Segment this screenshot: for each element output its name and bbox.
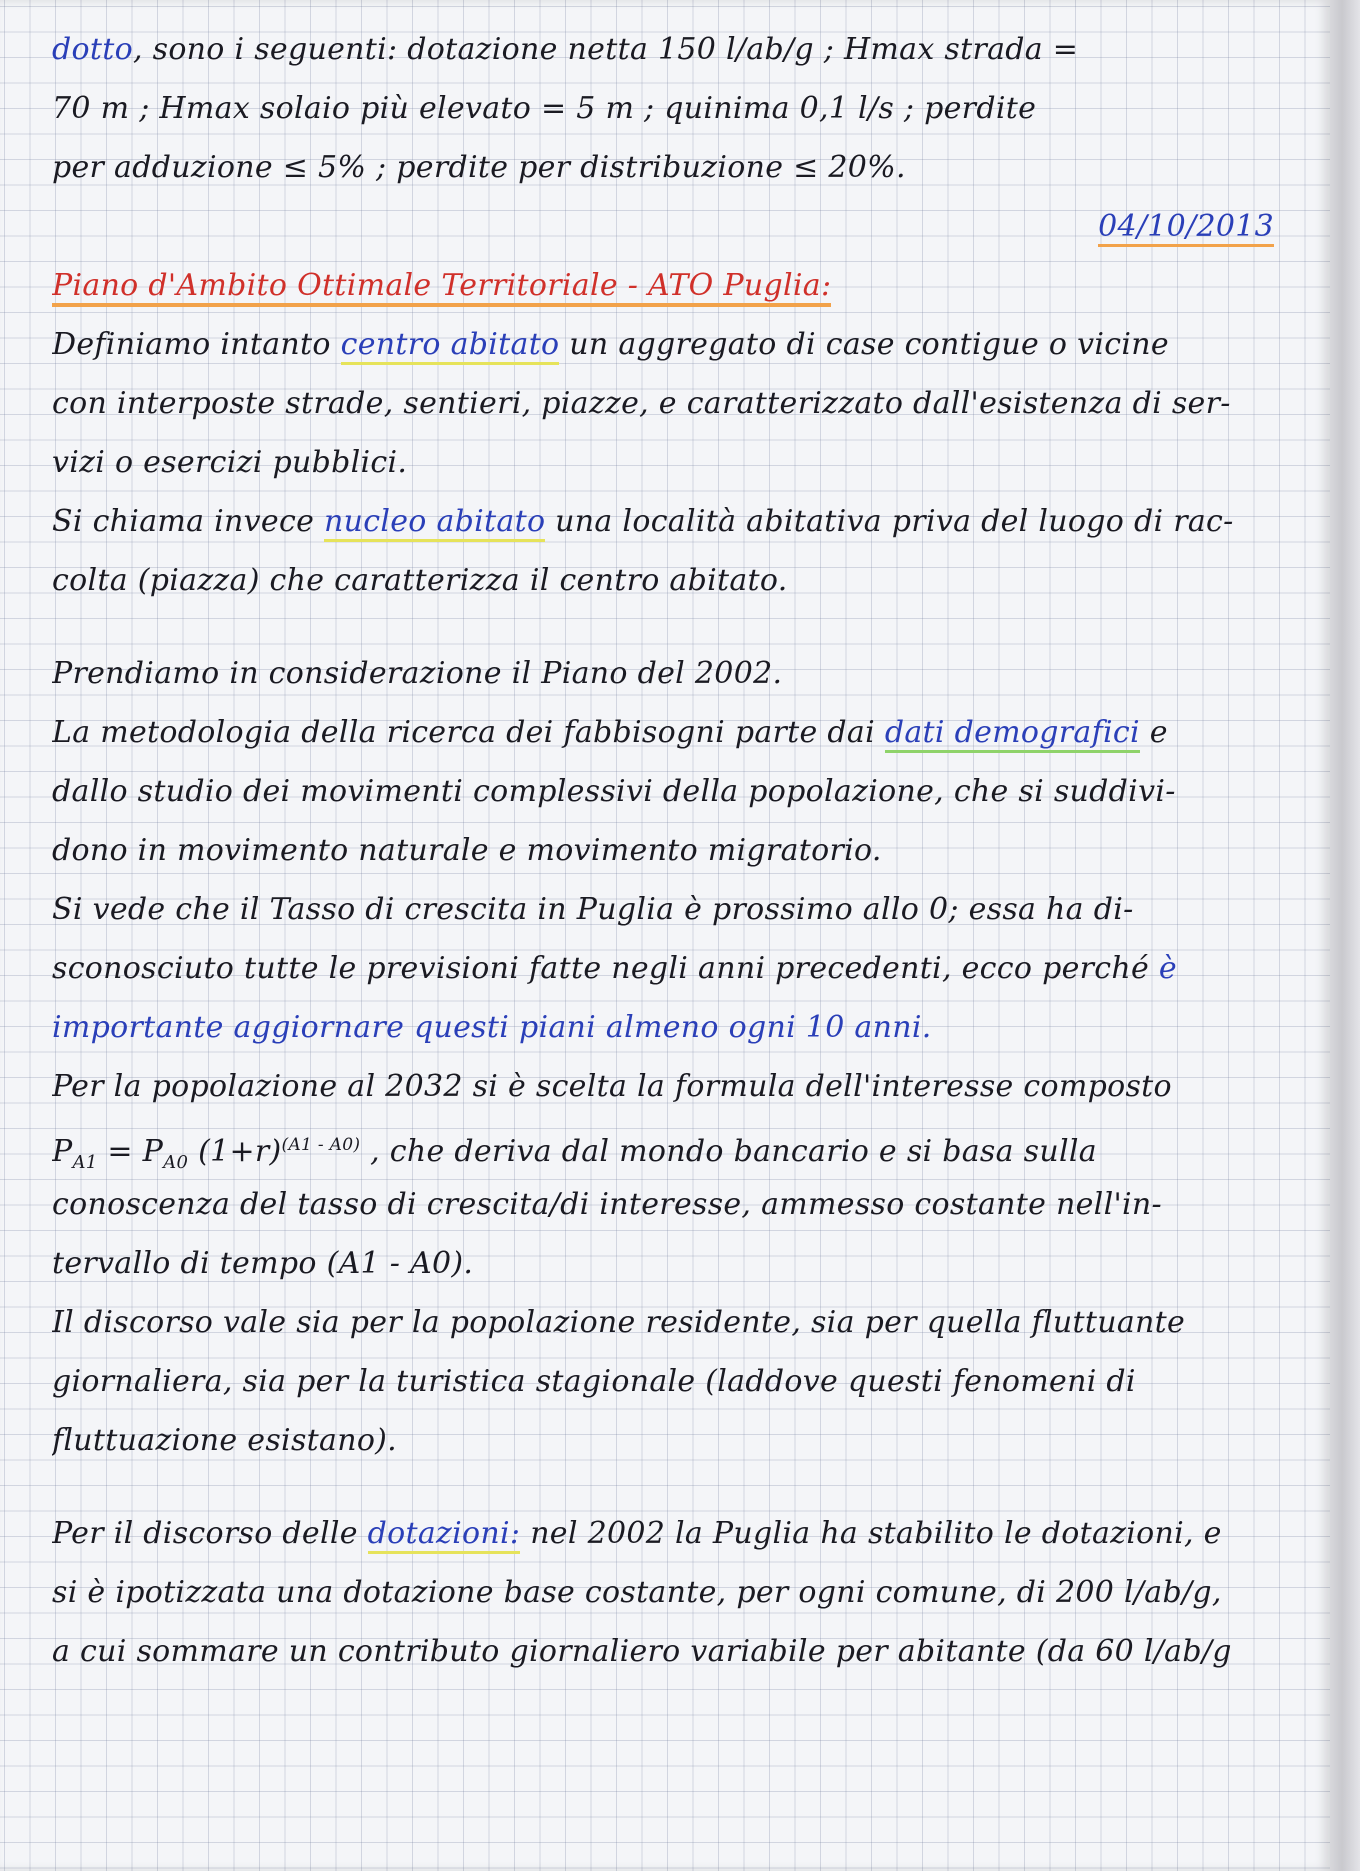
line-text: Per il discorso delle	[52, 1516, 358, 1551]
date-line	[52, 197, 1314, 256]
note-line: Per la popolazione al 2032 si è scelta la formula dell'interesse composto	[52, 1069, 1172, 1104]
formula-line	[52, 1116, 1314, 1175]
line-text: una località abitativa priva del luogo di rac-	[555, 504, 1234, 539]
section-heading-line	[52, 256, 1314, 315]
note-line: Prendiamo in considerazione il Piano del 2002.	[52, 656, 783, 691]
paragraph-gap	[52, 610, 1314, 644]
lecture-date: 04/10/2013	[1098, 209, 1274, 247]
line-text: , che deriva dal mondo bancario e si basa sulla	[370, 1134, 1097, 1169]
note-line: Il discorso vale sia per la popolazione residente, sia per quella fluttuante	[52, 1305, 1186, 1340]
term-nucleo-abitato: nucleo abitato	[324, 504, 545, 542]
note-line: tervallo di tempo (A1 - A0).	[52, 1246, 474, 1281]
note-line: dono in movimento naturale e movimento migratorio.	[52, 833, 882, 868]
term-dati-demografici: dati demografici	[885, 715, 1140, 753]
line-text: un aggregato di case contigue o vicine	[569, 327, 1169, 362]
line-text: sconosciuto tutte le previsioni fatte negli anni precedenti, ecco perché	[52, 951, 1150, 986]
formula-subscript: A1	[72, 1152, 98, 1173]
term-centro-abitato: centro abitato	[341, 327, 560, 365]
emphasis-text: è	[1158, 951, 1177, 986]
note-line	[52, 703, 1314, 762]
note-line: vizi o esercizi pubblici.	[52, 445, 408, 480]
paragraph-gap	[52, 1470, 1314, 1504]
note-line: colta (piazza) che caratterizza il centro abitato.	[52, 563, 788, 598]
formula-symbol: (1+r)	[188, 1134, 282, 1169]
note-line	[52, 998, 1314, 1057]
formula	[52, 1134, 361, 1173]
page-edge	[1330, 0, 1360, 1871]
note-line: fluttuazione esistano).	[52, 1423, 398, 1458]
section-title: Piano d'Ambito Ottimale Territoriale - ATO Puglia:	[52, 268, 831, 307]
word-dotto: dotto	[52, 32, 133, 67]
line-text: La metodologia della ricerca dei fabbisogni parte dai	[52, 715, 875, 750]
term-dotazioni: dotazioni:	[368, 1516, 521, 1554]
formula-symbol: = P	[97, 1134, 164, 1169]
emphasis-text: importante aggiornare questi piani almeno ogni 10 anni.	[52, 1010, 932, 1045]
note-line: per adduzione ≤ 5% ; perdite per distribuzione ≤ 20%.	[52, 150, 906, 185]
handwritten-notes	[52, 20, 1314, 1681]
note-line: giornaliera, sia per la turistica stagionale (laddove questi fenomeni di	[52, 1364, 1136, 1399]
note-line: dallo studio dei movimenti complessivi della popolazione, che si suddivi-	[52, 774, 1176, 809]
note-line	[52, 20, 1314, 79]
line-text: , sono i seguenti: dotazione netta 150 l/ab/g ; Hmax strada =	[132, 32, 1079, 67]
line-text: e	[1149, 715, 1168, 750]
formula-exponent: (A1 - A0)	[281, 1135, 361, 1155]
note-line	[52, 315, 1314, 374]
line-text: Si chiama invece	[52, 504, 315, 539]
line-text: nel 2002 la Puglia ha stabilito le dotazioni, e	[530, 1516, 1222, 1551]
note-line	[52, 939, 1314, 998]
note-line: 70 m ; Hmax solaio più elevato = 5 m ; quinima 0,1 l/s ; perdite	[52, 91, 1037, 126]
line-text: Definiamo intanto	[52, 327, 331, 362]
note-line	[52, 492, 1314, 551]
note-line: con interposte strade, sentieri, piazze, e caratterizzato dall'esistenza di ser-	[52, 386, 1231, 421]
formula-symbol: P	[52, 1134, 73, 1169]
note-line: conoscenza del tasso di crescita/di interesse, ammesso costante nell'in-	[52, 1187, 1162, 1222]
note-line: a cui sommare un contributo giornaliero variabile per abitante (da 60 l/ab/g	[52, 1634, 1232, 1669]
formula-subscript: A0	[163, 1152, 189, 1173]
note-line	[52, 1504, 1314, 1563]
note-line: Si vede che il Tasso di crescita in Puglia è prossimo allo 0; essa ha di-	[52, 892, 1134, 927]
note-line: si è ipotizzata una dotazione base costante, per ogni comune, di 200 l/ab/g,	[52, 1575, 1222, 1610]
